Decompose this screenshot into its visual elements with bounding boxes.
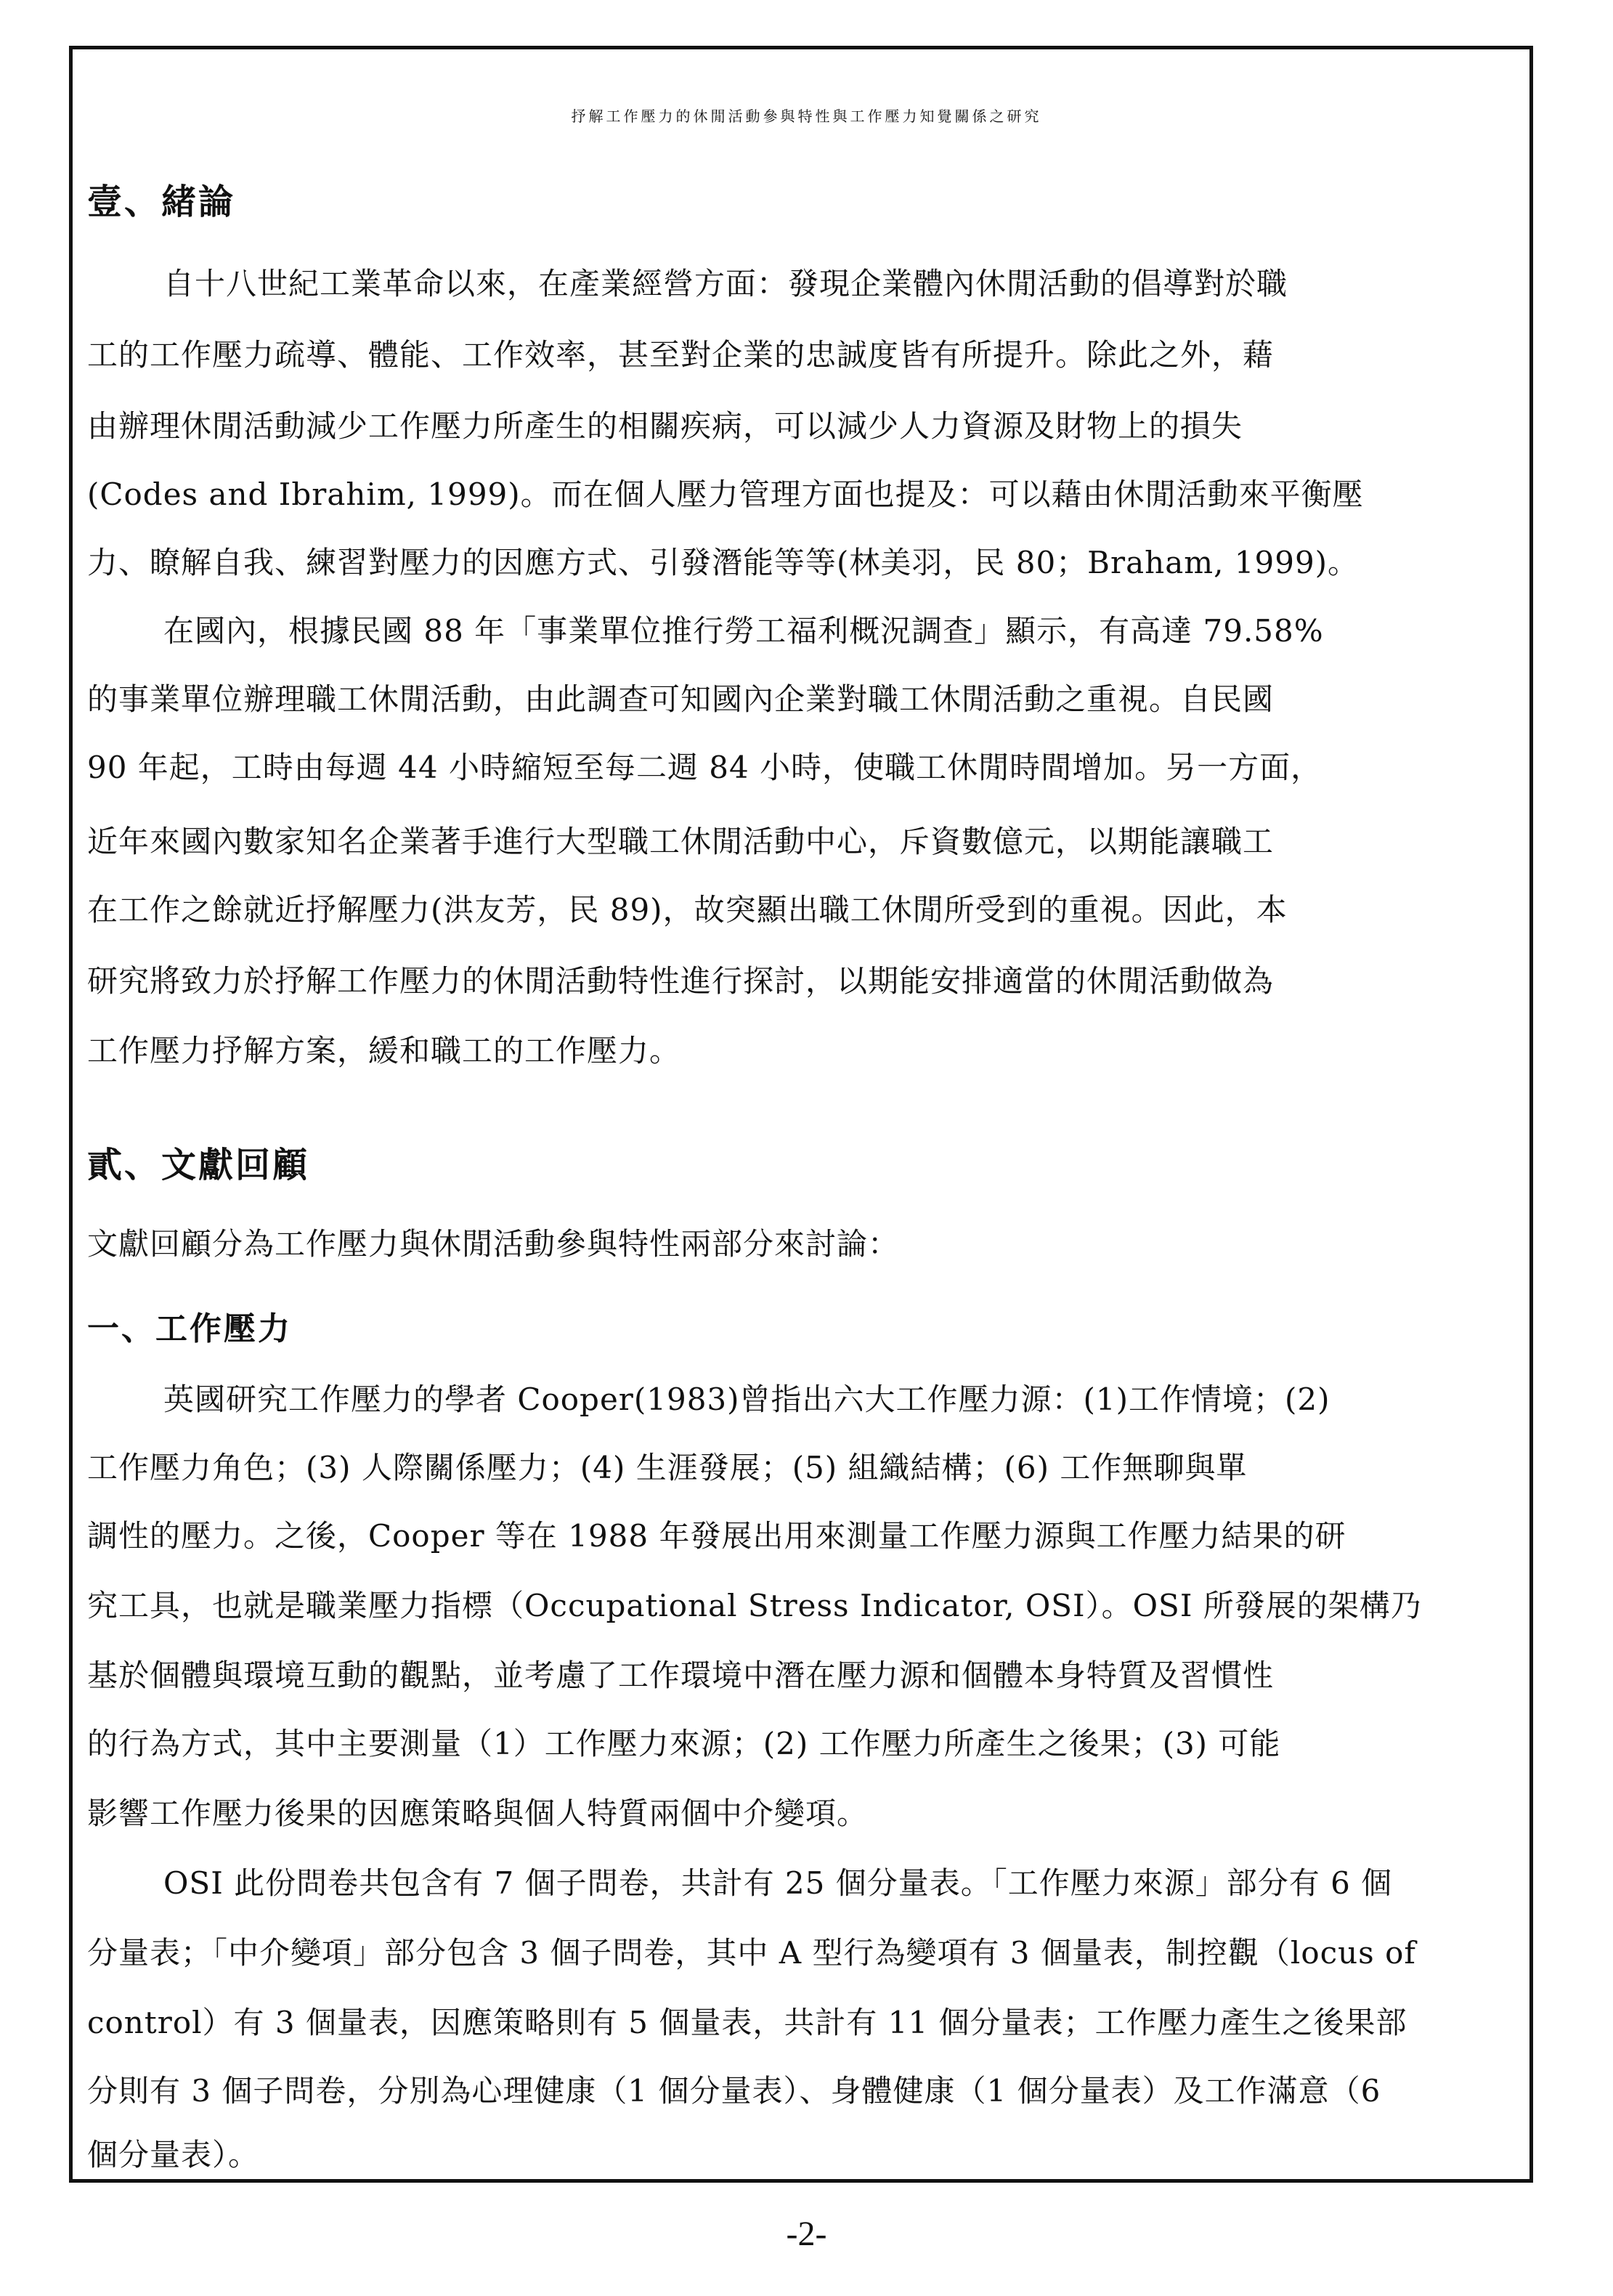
paragraph-line: 在國內，根據民國 88 年「事業單位推行勞工福利概況調查」顯示，有高達 79.58%	[163, 613, 1324, 649]
section-heading-introduction: 壹、緒論	[87, 182, 236, 222]
paragraph-line: 的事業單位辦理職工休閒活動，由此調查可知國內企業對職工休閒活動之重視。自民國	[87, 681, 1275, 717]
paragraph-line: 究工具，也就是職業壓力指標（Occupational Stress Indicator, OSI）。OSI 所發展的架構乃	[87, 1588, 1422, 1623]
paragraph-line: (Codes and Ibrahim, 1999)。而在個人壓力管理方面也提及：可以藉由休閒活動來平衡壓	[87, 476, 1364, 512]
paragraph-line: 在工作之餘就近抒解壓力(洪友芳，民 89)，故突顯出職工休閒所受到的重視。因此，本	[87, 892, 1288, 928]
section-intro-text: 文獻回顧分為工作壓力與休閒活動參與特性兩部分來討論：	[87, 1226, 900, 1262]
document-title: 抒解工作壓力的休閒活動參與特性與工作壓力知覺關係之研究	[571, 108, 1042, 125]
paragraph-line: 基於個體與環境互動的觀點，並考慮了工作環境中潛在壓力源和個體本身特質及習慣性	[87, 1658, 1275, 1693]
paragraph-line: 個分量表）。	[87, 2137, 260, 2173]
paragraph-line: 由辦理休閒活動減少工作壓力所產生的相關疾病，可以減少人力資源及財物上的損失	[87, 408, 1243, 444]
subsection-heading-work-stress: 一、工作壓力	[87, 1310, 292, 1347]
paragraph-line: 自十八世紀工業革命以來，在產業經營方面：發現企業體內休閒活動的倡導對於職	[163, 266, 1288, 301]
paragraph-line: 工的工作壓力疏導、體能、工作效率，甚至對企業的忠誠度皆有所提升。除此之外，藉	[87, 337, 1275, 373]
paragraph-line: 工作壓力抒解方案，緩和職工的工作壓力。	[87, 1033, 681, 1068]
paragraph-line: 調性的壓力。之後，Cooper 等在 1988 年發展出用來測量工作壓力源與工作壓力結果的研	[87, 1518, 1346, 1554]
paragraph-line: 英國研究工作壓力的學者 Cooper(1983)曾指出六大工作壓力源：(1)工作情境；(2)	[163, 1382, 1330, 1417]
paragraph-line: 分量表；「中介變項」部分包含 3 個子問卷，其中 A 型行為變項有 3 個量表，制控觀（locus of	[87, 1935, 1416, 1971]
paragraph-line: control）有 3 個量表，因應策略則有 5 個量表，共計有 11 個分量表；工作壓力產生之後果部	[87, 2005, 1407, 2040]
paragraph-line: 影響工作壓力後果的因應策略與個人特質兩個中介變項。	[87, 1796, 869, 1831]
paragraph-line: 近年來國內數家知名企業著手進行大型職工休閒活動中心，斥資數億元，以期能讓職工	[87, 824, 1275, 859]
section-heading-literature-review: 貳、文獻回顧	[87, 1145, 310, 1185]
paragraph-line: 力、瞭解自我、練習對壓力的因應方式、引發潛能等等(林美羽，民 80；Braham, 1999)。	[87, 545, 1360, 580]
paragraph-line: 的行為方式，其中主要測量（1）工作壓力來源；(2) 工作壓力所產生之後果；(3) 可能	[87, 1726, 1281, 1761]
paragraph-line: 分則有 3 個子問卷，分別為心理健康（1 個分量表）、身體健康（1 個分量表）及工作滿意（6	[87, 2073, 1381, 2109]
paragraph-line: OSI 此份問卷共包含有 7 個子問卷，共計有 25 個分量表。「工作壓力來源」部分有 6 個	[163, 1865, 1393, 1901]
paragraph-line: 工作壓力角色；(3) 人際關係壓力；(4) 生涯發展；(5) 組織結構；(6) 工作無聊與單	[87, 1450, 1248, 1485]
page-number: -2-	[786, 2215, 827, 2253]
paragraph-line: 研究將致力於抒解工作壓力的休閒活動特性進行探討，以期能安排適當的休閒活動做為	[87, 963, 1275, 999]
paragraph-line: 90 年起，工時由每週 44 小時縮短至每二週 84 小時，使職工休閒時間增加。另一方面，	[87, 750, 1323, 785]
